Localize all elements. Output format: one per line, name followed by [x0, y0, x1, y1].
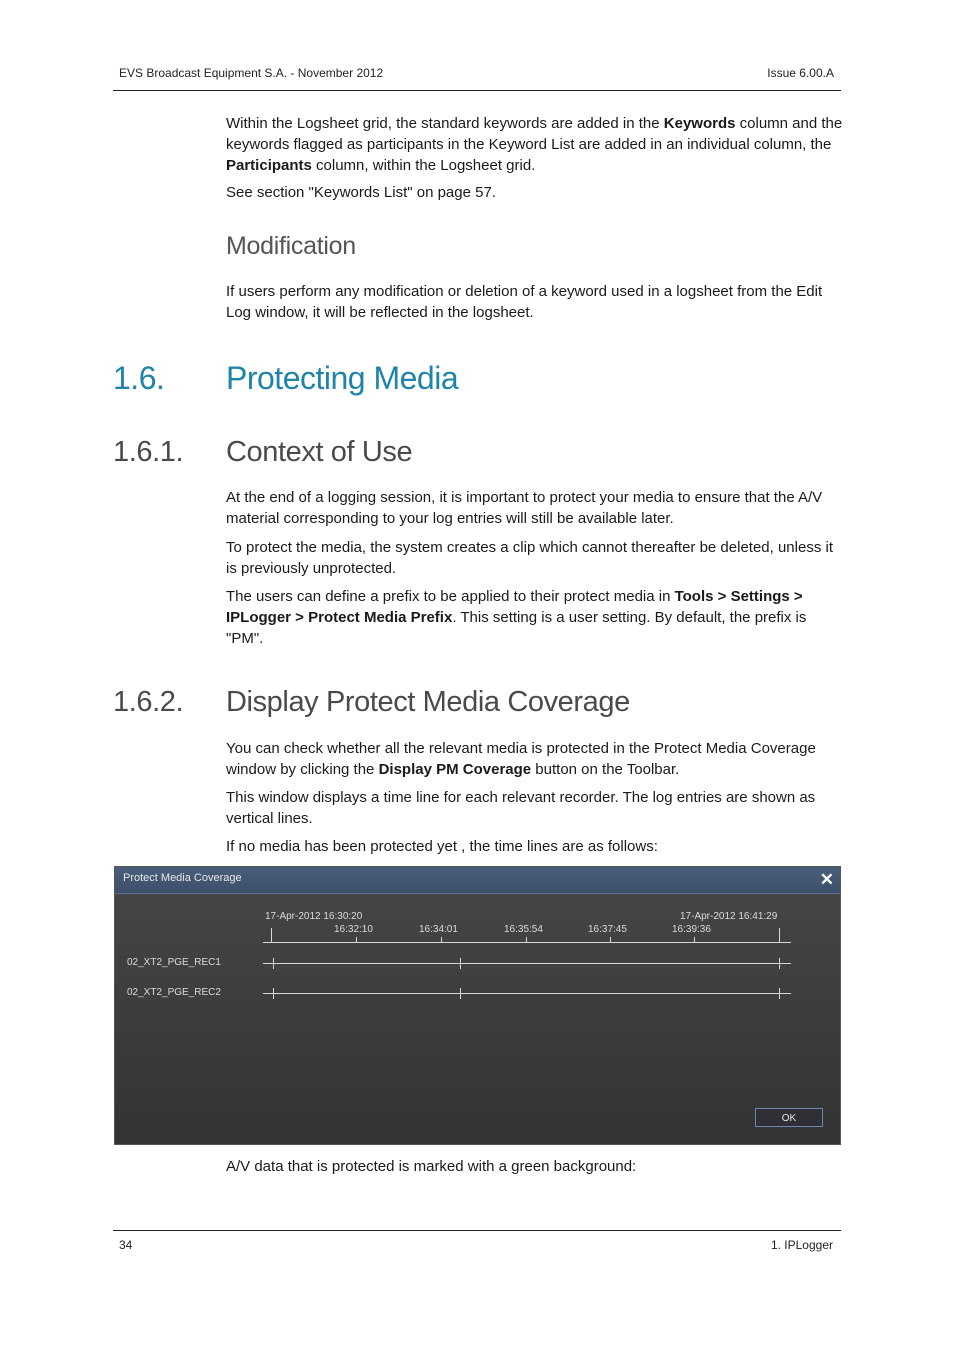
context-paragraph-2: To protect the media, the system creates a clip which cannot thereafter be deleted, unless it is previously unprotected.: [226, 539, 833, 577]
intro-text-2: column and the keywords flagged as participants in the Keyword List are added in an individual column, the: [226, 115, 843, 153]
timeline-end-label: 17-Apr-2012 16:41:29: [680, 911, 778, 922]
after-figure-text: A/V data that is protected is marked with a green background:: [226, 1158, 637, 1175]
dialog-title: Protect Media Coverage: [123, 872, 242, 884]
tick-label: 16:32:10: [334, 924, 373, 935]
timeline-start-label: 17-Apr-2012 16:30:20: [265, 911, 363, 922]
context-paragraph-3: [226, 586, 844, 649]
coverage-paragraph-2: This window displays a time line for each relevant recorder. The log entries are shown as vertical lines.: [226, 789, 816, 827]
header-rule: [113, 90, 841, 91]
see-section-link[interactable]: See section "Keywords List" on page 57.: [226, 184, 496, 201]
tick-label: 16:35:54: [504, 924, 543, 935]
context-paragraph-1: At the end of a logging session, it is important to protect your media to ensure that the A/V material corresponding to your log entries will still be available later.: [226, 489, 823, 527]
dialog-titlebar: [115, 867, 840, 894]
section-1-6-1-title: Context of Use: [226, 436, 413, 468]
keywords-term: Keywords: [663, 115, 736, 132]
section-1-6-number: 1.6.: [113, 360, 165, 396]
intro-text-1: Within the Logsheet grid, the standard keywords are added in the: [226, 115, 664, 132]
coverage-text-2: button on the Toolbar.: [531, 761, 680, 778]
prefix-text-2: . This setting is a user setting. By default, the prefix is "PM".: [226, 609, 807, 647]
header-right: Issue 6.00.A: [767, 66, 834, 80]
protect-media-coverage-dialog: [114, 866, 841, 1145]
chapter-name: 1. IPLogger: [770, 1238, 833, 1252]
coverage-paragraph-1: [226, 738, 844, 780]
page-number: 34: [119, 1238, 133, 1252]
intro-text-3: column, within the Logsheet grid.: [311, 157, 536, 174]
prefix-text-1: The users can define a prefix to be applied to their protect media in: [226, 588, 675, 605]
participants-term: Participants: [226, 157, 312, 174]
tick-label: 16:39:36: [672, 924, 711, 935]
ok-button[interactable]: OK: [755, 1108, 823, 1127]
dialog-body: [115, 894, 840, 1144]
section-1-6-2-title: Display Protect Media Coverage: [226, 686, 630, 718]
tick-label: 16:37:45: [588, 924, 627, 935]
recorder-label: 02_XT2_PGE_REC2: [127, 987, 221, 998]
coverage-paragraph-3: If no media has been protected yet , the time lines are as follows:: [226, 838, 658, 855]
tick-label: 16:34:01: [419, 924, 458, 935]
display-pm-coverage-term: Display PM Coverage: [378, 761, 532, 778]
section-1-6-title: Protecting Media: [226, 360, 459, 396]
footer-rule: [113, 1230, 841, 1231]
coverage-text-1: You can check whether all the relevant media is protected in the Protect Media Coverage window by clicking the: [226, 740, 816, 778]
timeline-graphics: [115, 894, 841, 1145]
recorder-label: 02_XT2_PGE_REC1: [127, 957, 221, 968]
close-icon[interactable]: ✕: [819, 870, 834, 889]
modification-heading: Modification: [226, 232, 356, 260]
intro-paragraph: [226, 113, 844, 176]
section-1-6-2-number: 1.6.2.: [113, 686, 184, 718]
header-left: EVS Broadcast Equipment S.A. - November 2012: [119, 66, 384, 80]
section-1-6-1-number: 1.6.1.: [113, 436, 184, 468]
settings-path: Tools > Settings > IPLogger > Protect Media Prefix: [226, 588, 803, 626]
modification-text: If users perform any modification or deletion of a keyword used in a logsheet from the Edit Log window, it will be reflected in the logsheet.: [226, 283, 823, 321]
